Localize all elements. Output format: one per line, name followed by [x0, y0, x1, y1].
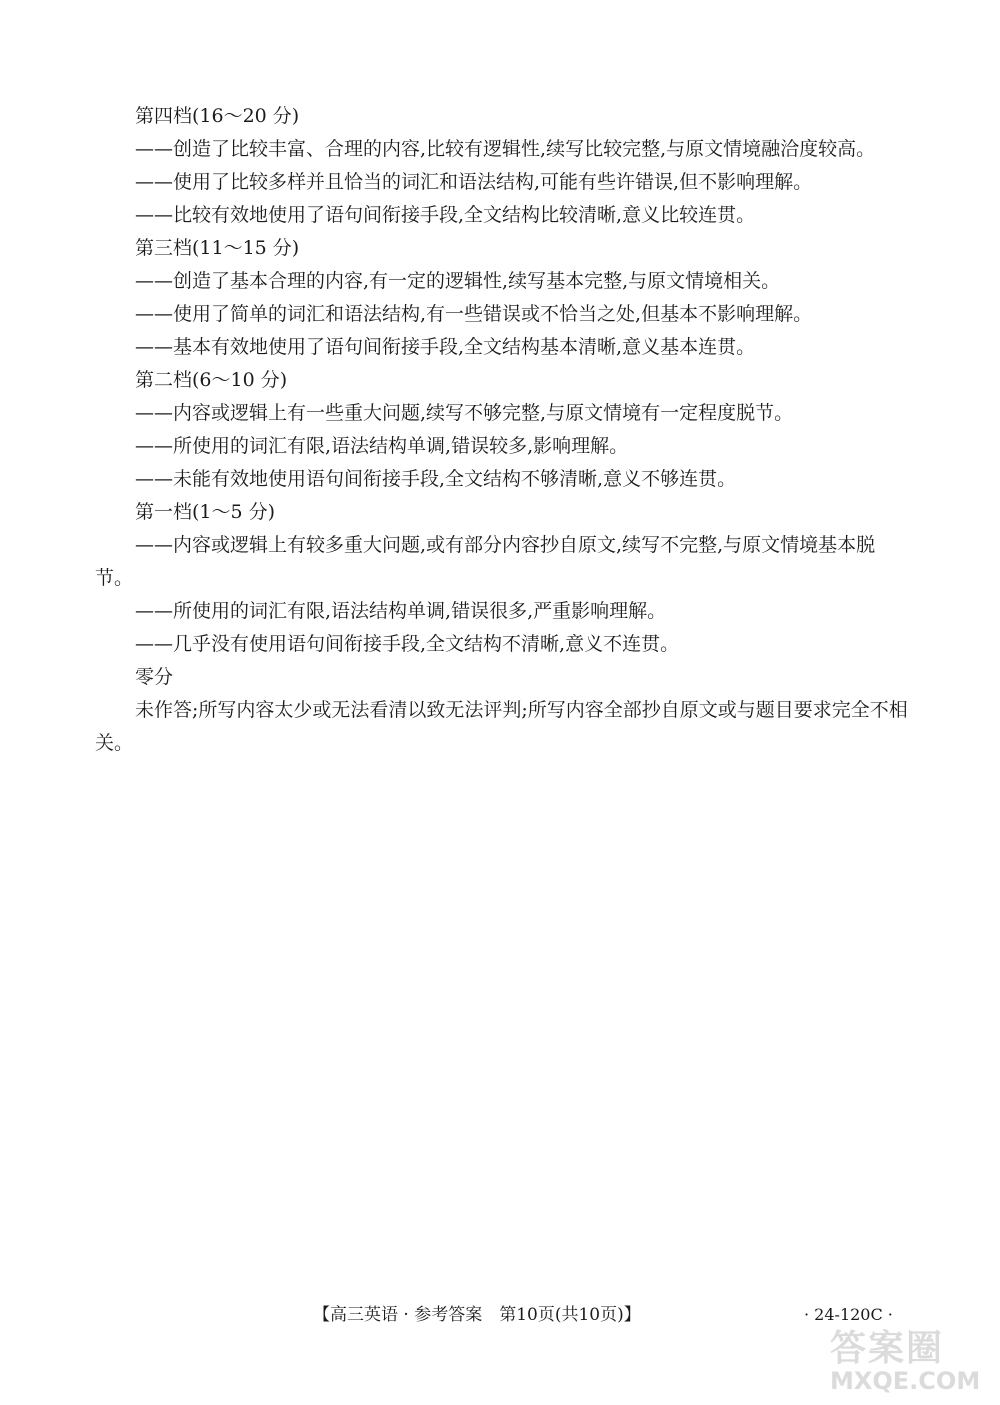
- footer-page-info: 【高三英语 · 参考答案 第10页(共10页)】: [313, 1305, 641, 1325]
- footer-exam-code: · 24-120C ·: [804, 1305, 893, 1324]
- section-heading-2: 第二档(6～10 分): [135, 369, 288, 391]
- document-body: [95, 100, 910, 760]
- section-heading-3: 第三档(11～15 分): [135, 237, 300, 259]
- watermark-logo-text: 答案圈: [830, 1328, 945, 1369]
- page-footer: [0, 1300, 1000, 1330]
- criterion-item: 未作答;所写内容太少或无法看清以致无法评判;所写内容全部抄自原文或与题目要求完全不相关。: [95, 699, 908, 754]
- criterion-item: ——基本有效地使用了语句间衔接手段,全文结构基本清晰,意义基本连贯。: [135, 336, 756, 358]
- criterion-item: ——创造了基本合理的内容,有一定的逻辑性,续写基本完整,与原文情境相关。: [135, 270, 781, 292]
- section-heading-zero: 零分: [135, 666, 174, 688]
- criterion-item: ——未能有效地使用语句间衔接手段,全文结构不够清晰,意义不够连贯。: [135, 468, 737, 490]
- criterion-item: ——使用了比较多样并且恰当的词汇和语法结构,可能有些许错误,但不影响理解。: [135, 171, 813, 193]
- watermark-logo: [830, 1330, 990, 1396]
- criterion-item: ——几乎没有使用语句间衔接手段,全文结构不清晰,意义不连贯。: [135, 633, 680, 655]
- criterion-item: ——内容或逻辑上有一些重大问题,续写不够完整,与原文情境有一定程度脱节。: [135, 402, 794, 424]
- section-heading-1: 第一档(1～5 分): [135, 501, 276, 523]
- section-heading-4: 第四档(16～20 分): [135, 105, 300, 127]
- criterion-item: ——比较有效地使用了语句间衔接手段,全文结构比较清晰,意义比较连贯。: [135, 204, 756, 226]
- criterion-item: ——所使用的词汇有限,语法结构单调,错误很多,严重影响理解。: [135, 600, 667, 622]
- criterion-item: ——所使用的词汇有限,语法结构单调,错误较多,影响理解。: [135, 435, 629, 457]
- criterion-item: ——创造了比较丰富、合理的内容,比较有逻辑性,续写比较完整,与原文情境融洽度较高。: [135, 138, 876, 160]
- criterion-item: ——内容或逻辑上有较多重大问题,或有部分内容抄自原文,续写不完整,与原文情境基本脱节。: [95, 534, 876, 589]
- watermark-url: MXQE.COM: [830, 1367, 981, 1395]
- criterion-item: ——使用了简单的词汇和语法结构,有一些错误或不恰当之处,但基本不影响理解。: [135, 303, 813, 325]
